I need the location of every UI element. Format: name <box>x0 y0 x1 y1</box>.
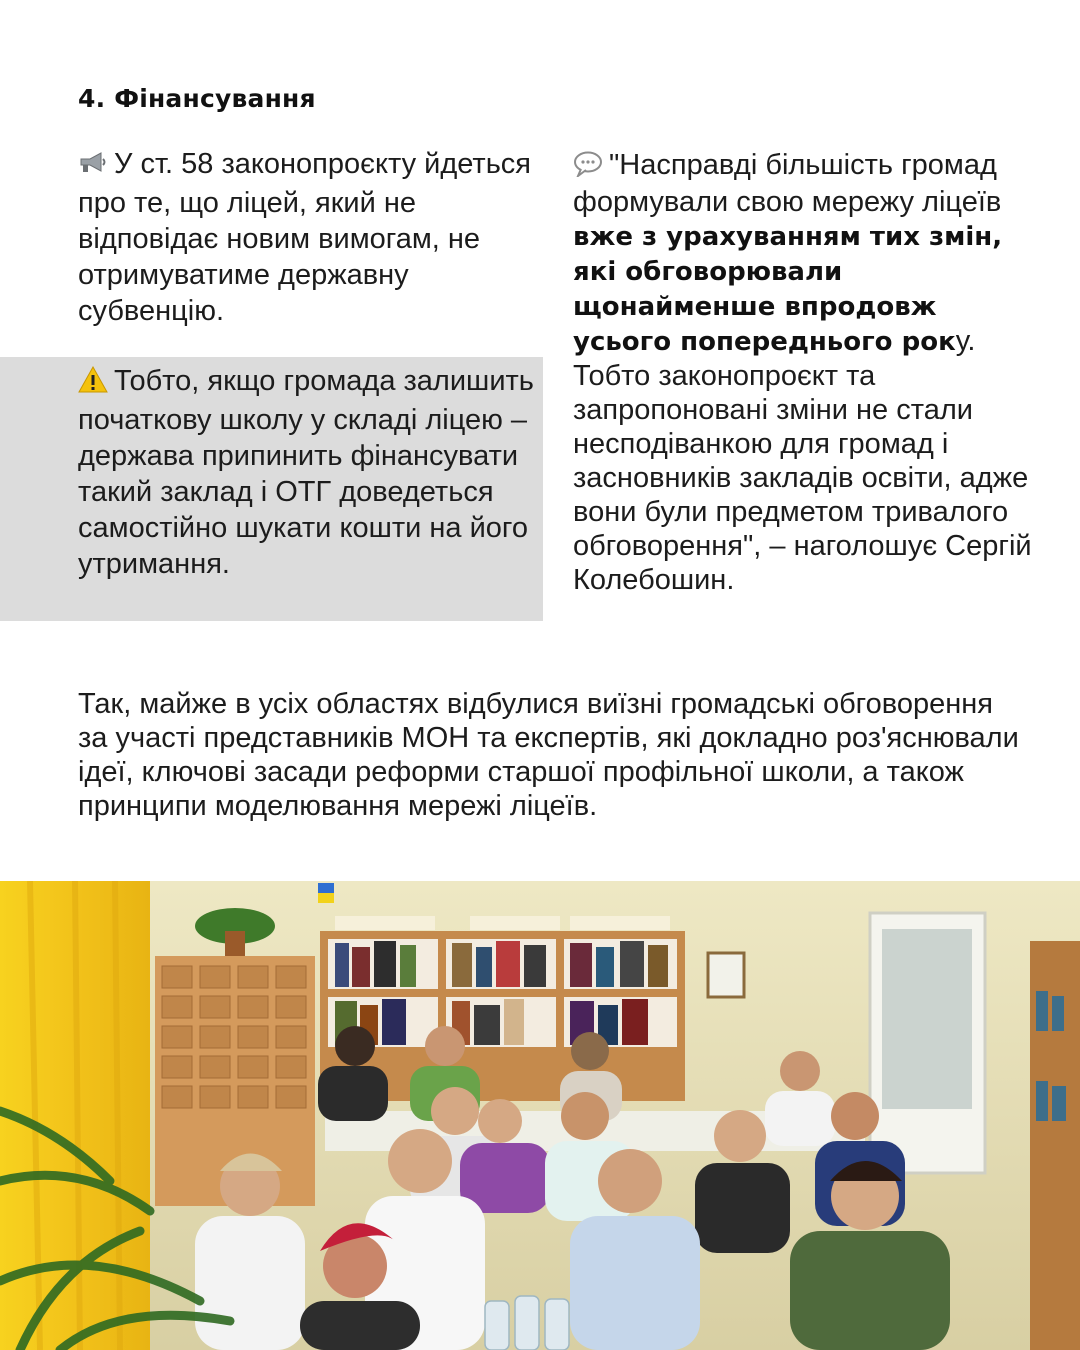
warning-icon <box>78 366 108 402</box>
quote-text-start: "Насправді більшість громад формували свою мережу ліцеїв <box>573 149 1002 218</box>
speech-bubble-icon <box>573 151 603 185</box>
quote-text-end: у. Тобто законопроєкт та запропоновані зміни не стали несподіванкою для громад і засновників закладів освіти, адже вони були предметом тривалого обговорення", – наголошує Сергій Колебошин. <box>573 325 1032 596</box>
quote-text-bold: вже з урахуванням тих змін, які обговорювали щонайменше впродовж усього попереднього рок <box>573 222 1003 357</box>
subsidy-note <box>78 146 548 329</box>
meeting-photo <box>0 881 1080 1350</box>
warning-note <box>78 363 540 582</box>
quote-block <box>573 148 1043 597</box>
section-heading: 4. Фінансування <box>78 84 316 113</box>
body-paragraph: Так, майже в усіх областях відбулися виїзні громадські обговорення за участі представників МОН та експертів, які докладно роз'яснювали ідеї, ключові засади реформи старшої профільної школи, а також принципи моделювання мережі ліцеїв. <box>78 688 1019 822</box>
warning-note-text: Тобто, якщо громада залишить початкову школу у складі ліцею – держава припинить фінансувати такий заклад і ОТГ доведеться самостійно шукати кошти на його утримання. <box>78 365 534 580</box>
megaphone-icon <box>78 149 108 185</box>
subsidy-note-text: У ст. 58 законопроєкту йдеться про те, що ліцей, який не відповідає новим вимогам, не отримуватиме державну субвенцію. <box>78 148 532 327</box>
